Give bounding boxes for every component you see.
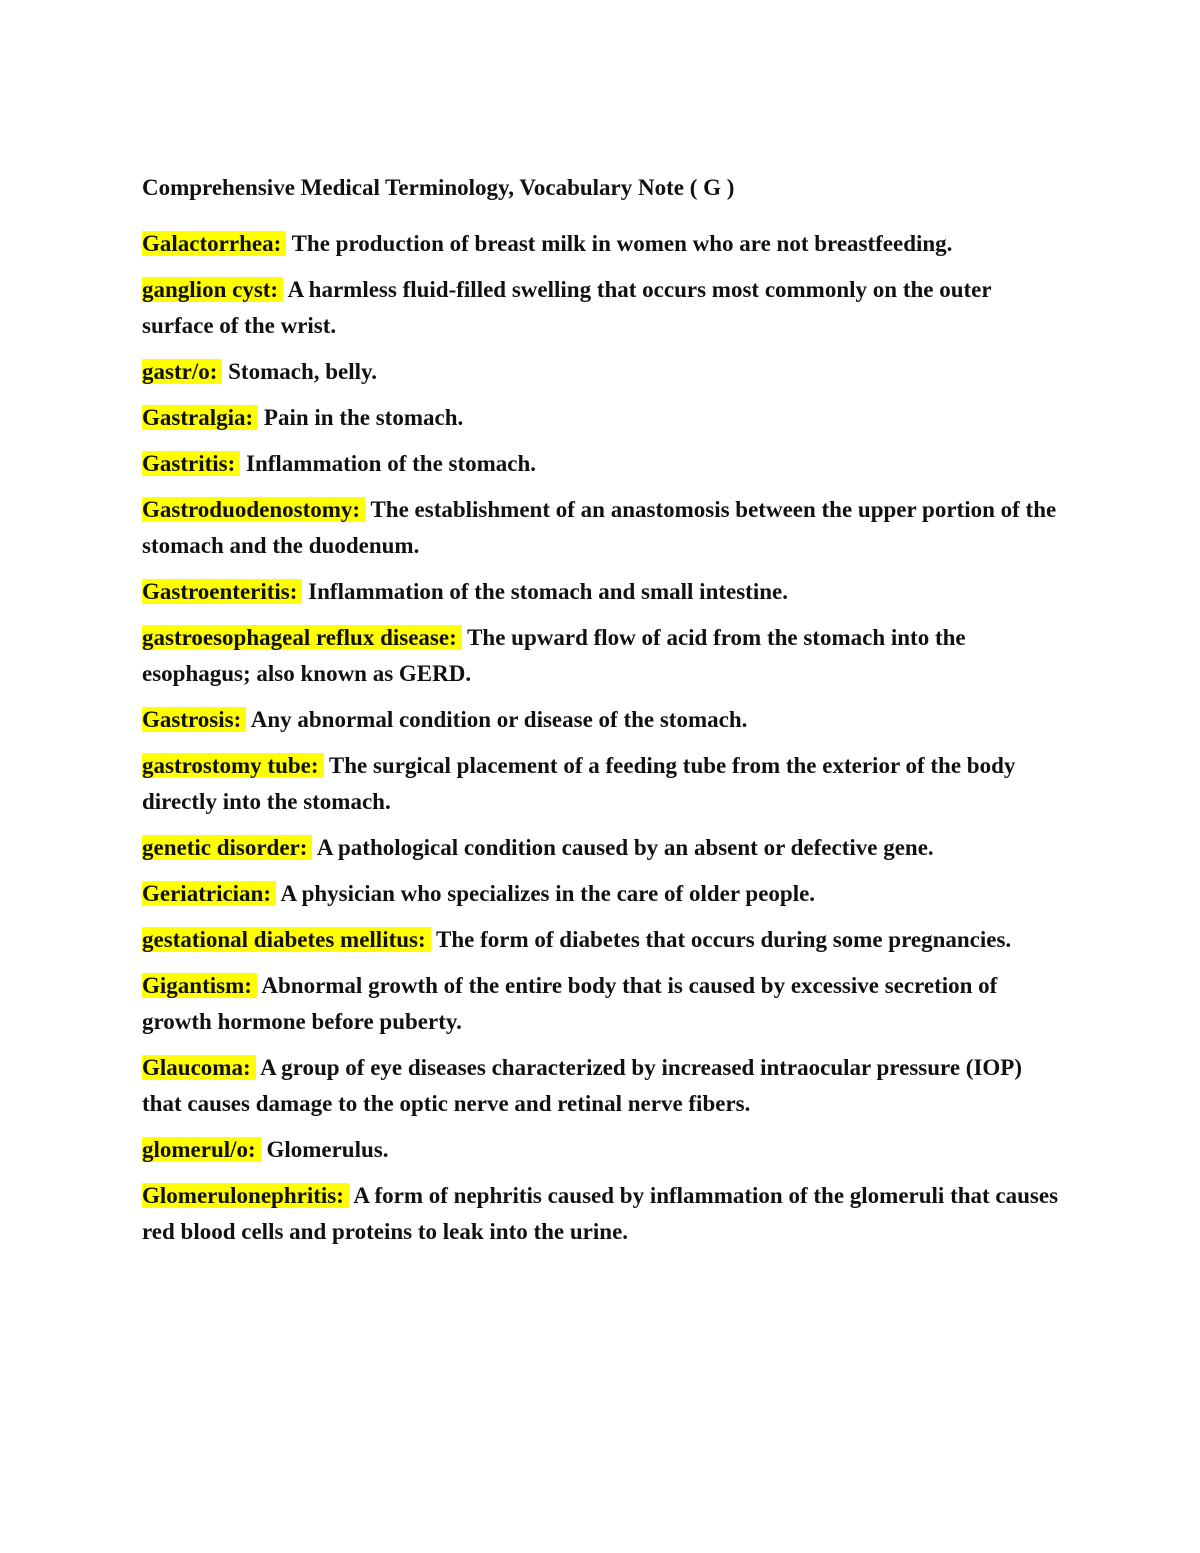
glossary-definition: Any abnormal condition or disease of the stomach. (250, 707, 748, 732)
document-title: Comprehensive Medical Terminology, Vocabulary Note ( G ) (142, 175, 735, 200)
glossary-definition: The surgical placement of a feeding tube from the exterior of the body directly into the stomach. (142, 753, 1016, 814)
glossary-definition: Inflammation of the stomach and small intestine. (308, 579, 788, 604)
glossary-term: Glaucoma: (142, 1055, 256, 1080)
glossary-definition: The upward flow of acid from the stomach into the esophagus; also known as GERD. (142, 625, 966, 686)
glossary-entry (142, 830, 1062, 866)
glossary-term: genetic disorder: (142, 835, 312, 860)
glossary-term: Geriatrician: (142, 881, 276, 906)
glossary-entry (142, 226, 1062, 262)
glossary-entry (142, 272, 1062, 344)
glossary-term: gastr/o: (142, 359, 222, 384)
glossary-term: gastroesophageal reflux disease: (142, 625, 462, 650)
glossary-entry (142, 446, 1062, 482)
glossary-entry (142, 922, 1062, 958)
glossary-entry (142, 968, 1062, 1040)
glossary-entry (142, 1050, 1062, 1122)
glossary-term: gastrostomy tube: (142, 753, 324, 778)
glossary-term: gestational diabetes mellitus: (142, 927, 431, 952)
glossary-term: Gastralgia: (142, 405, 258, 430)
glossary-entry (142, 354, 1062, 390)
glossary-definition: A form of nephritis caused by inflammation of the glomeruli that causes red blood cells and proteins to leak into the urine. (142, 1183, 1059, 1244)
glossary-definition: Abnormal growth of the entire body that is caused by excessive secretion of growth hormone before puberty. (142, 973, 998, 1034)
glossary-definition: The production of breast milk in women who are not breastfeeding. (291, 231, 953, 256)
glossary-term: Gastroenteritis: (142, 579, 302, 604)
glossary-entry (142, 876, 1062, 912)
glossary-definition: The form of diabetes that occurs during some pregnancies. (436, 927, 1012, 952)
glossary-entry (142, 400, 1062, 436)
glossary-entry (142, 748, 1062, 820)
glossary-entry (142, 1178, 1062, 1250)
glossary-definition: A group of eye diseases characterized by increased intraocular pressure (IOP) that causes damage to the optic nerve and retinal nerve fibers. (142, 1055, 1022, 1116)
glossary-term: Gastritis: (142, 451, 240, 476)
glossary-definition: Stomach, belly. (228, 359, 377, 384)
glossary-entry (142, 574, 1062, 610)
glossary-definition: A harmless fluid-filled swelling that occurs most commonly on the outer surface of the wrist. (142, 277, 992, 338)
glossary-term: Gastrosis: (142, 707, 246, 732)
glossary-entry (142, 620, 1062, 692)
glossary-term: Gigantism: (142, 973, 257, 998)
glossary-term: Gastroduodenostomy: (142, 497, 365, 522)
glossary-entry (142, 1132, 1062, 1168)
glossary-term: glomerul/o: (142, 1137, 261, 1162)
glossary-definition: A pathological condition caused by an absent or defective gene. (316, 835, 934, 860)
glossary-definition: Pain in the stomach. (263, 405, 464, 430)
glossary-definition: Inflammation of the stomach. (246, 451, 537, 476)
glossary-entry (142, 492, 1062, 564)
glossary-term: ganglion cyst: (142, 277, 283, 302)
glossary-entry (142, 702, 1062, 738)
document-body (142, 170, 1062, 1260)
glossary-definition: A physician who specializes in the care of older people. (280, 881, 816, 906)
glossary-term: Galactorrhea: (142, 231, 286, 256)
glossary-definition: Glomerulus. (266, 1137, 389, 1162)
glossary-definition: The establishment of an anastomosis between the upper portion of the stomach and the duodenum. (142, 497, 1057, 558)
glossary-term: Glomerulonephritis: (142, 1183, 349, 1208)
